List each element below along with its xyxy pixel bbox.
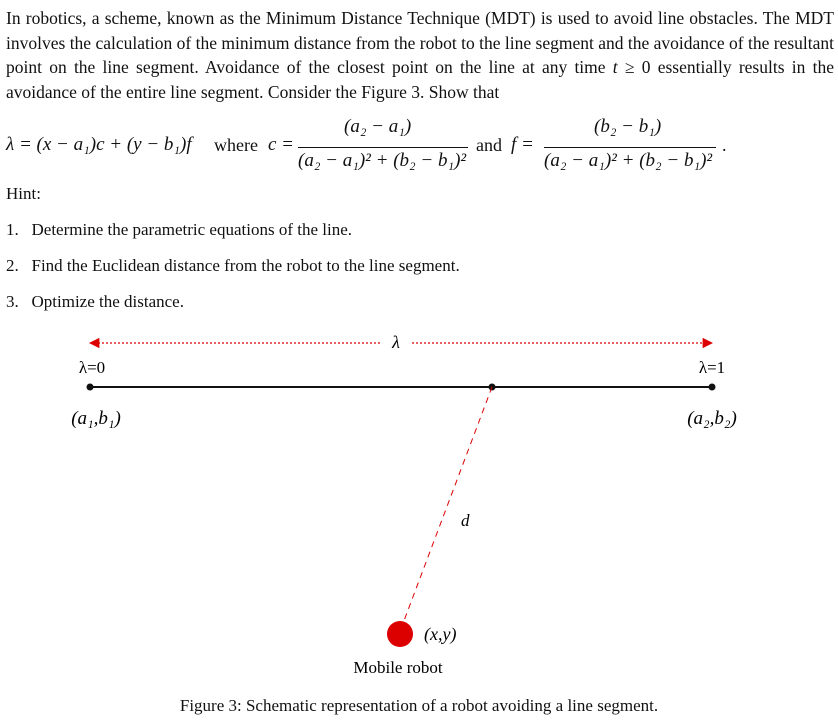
t-condition: ≥ 0 <box>617 57 651 78</box>
equation-period: . <box>722 135 727 155</box>
f-numerator: (b₂ − b₁) <box>594 116 662 137</box>
c-denominator: (a₂ − a₁)² + (b₂ − b₁)² <box>298 150 467 171</box>
t-variable: t <box>612 57 618 78</box>
step-number: 1. <box>6 220 19 239</box>
lambda-zero-label: λ=0 <box>78 358 106 377</box>
robot-marker <box>387 621 413 647</box>
endpoint-a1b1 <box>87 384 94 391</box>
step-text: Optimize the distance. <box>31 292 184 311</box>
paragraph-text-1: In robotics, a scheme, known as the Minimum Distance Technique (MDT) is used to avoid line obstacles. The MDT involves the calculation of the minimum distance from the robot to the line segment and the avoidance of the resultant point on the line segment. Avoidance of the closest point on the line at any time <box>6 8 834 78</box>
c-lhs: c = <box>268 134 295 155</box>
c-numerator: (a₂ − a₁) <box>344 116 412 137</box>
robot-coordinates: (x,y) <box>424 624 457 644</box>
distance-line <box>402 387 492 626</box>
step-text: Find the Euclidean distance from the robot to the line segment. <box>31 256 460 275</box>
paragraph-text-2: essentially results in the avoidance of the entire line segment. Consider the Figure 3. Show that <box>6 57 834 102</box>
distance-label: d <box>461 511 470 530</box>
f-fraction-bar <box>544 147 716 148</box>
figure-caption: Figure 3: Schematic representation of a robot avoiding a line segment. <box>179 696 659 715</box>
figure-3-diagram <box>0 320 838 690</box>
hint-step-3 <box>6 292 184 312</box>
robot-label: Mobile robot <box>353 658 443 677</box>
point-a2b2-label: (a₂,b₂) <box>687 408 737 429</box>
f-lhs: f = <box>511 134 534 155</box>
lambda-label: λ <box>392 332 400 352</box>
hint-step-1 <box>6 220 352 240</box>
point-a1b1-label: (a₁,b₁) <box>71 408 121 429</box>
f-denominator: (a₂ − a₁)² + (b₂ − b₁)² <box>544 150 713 171</box>
and-text: and <box>476 135 502 155</box>
endpoint-a2b2 <box>709 384 716 391</box>
lambda-one-label: λ=1 <box>698 358 726 377</box>
hint-title: Hint: <box>6 184 41 203</box>
lambda-equation <box>6 118 834 184</box>
step-text: Determine the parametric equations of the line. <box>31 220 353 239</box>
lambda-expression: λ = (x − a₁)c + (y − b₁)f <box>6 134 192 155</box>
problem-paragraph <box>6 6 834 104</box>
step-number: 3. <box>6 292 19 311</box>
hint-step-2 <box>6 256 460 276</box>
c-fraction-bar <box>298 147 468 148</box>
step-number: 2. <box>6 256 19 275</box>
where-text: where <box>214 135 258 155</box>
